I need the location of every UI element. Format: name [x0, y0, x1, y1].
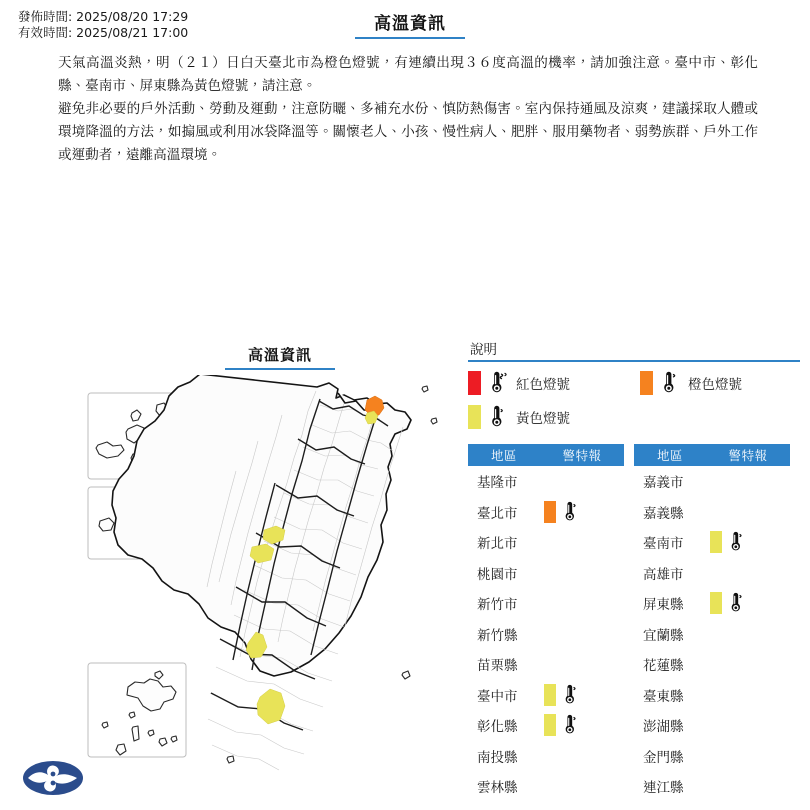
- warning-swatch-yellow: [544, 714, 556, 736]
- warning-cell: [540, 684, 624, 706]
- table-body-right: [634, 466, 790, 802]
- region-name: 新北市: [477, 536, 518, 553]
- table-row[interactable]: [634, 527, 790, 558]
- column-header-warning: 警特報: [562, 448, 602, 463]
- table-row[interactable]: [634, 680, 790, 711]
- region-name: 臺北市: [477, 505, 518, 522]
- advisory-paragraph-2: 避免非必要的戶外活動、勞動及運動，注意防曬、多補充水份、慎防熱傷害。室內保持通風及涼爽，建議採取人體或環境降溫的方法，如搧風或利用冰袋降溫等。關懷老人、小孩、慢性病人、肥胖、服用藥物者、弱勢族群、戶外工作或運動者，遠離高溫環境。: [58, 101, 758, 163]
- table-row[interactable]: [634, 497, 790, 528]
- warning-cell: [540, 501, 624, 523]
- table-row[interactable]: [468, 771, 624, 802]
- warning-cell: [706, 531, 790, 553]
- table-row[interactable]: [468, 649, 624, 680]
- legend-item-orange: [640, 370, 800, 396]
- map-panel: [20, 335, 460, 805]
- advisory-paragraph-1: 天氣高溫炎熱，明（２１）日白天臺北市為橙色燈號，有連續出現３６度高溫的機率，請加強注意。臺中市、彰化縣、臺南市、屏東縣為黃色燈號，請注意。: [58, 55, 758, 94]
- warning-tables: [468, 444, 800, 802]
- table-header-left: [468, 444, 624, 466]
- region-name: 嘉義市: [643, 475, 684, 492]
- legend-label-red: 紅色燈號: [516, 377, 570, 393]
- region-name: 嘉義縣: [643, 505, 684, 522]
- legend-swatch-red: [468, 371, 481, 395]
- region-name: 澎湖縣: [643, 719, 684, 736]
- warning-swatch-orange: [544, 501, 556, 523]
- table-row[interactable]: [468, 558, 624, 589]
- info-panel: [468, 338, 800, 802]
- column-header-region: 地區: [490, 448, 517, 463]
- page-title: 高溫資訊: [355, 9, 465, 39]
- table-row[interactable]: [468, 619, 624, 650]
- table-row[interactable]: [634, 619, 790, 650]
- warning-table-left: [468, 444, 624, 802]
- map-highlight-pingtung: [257, 689, 285, 724]
- warning-table-right: [634, 444, 790, 802]
- thermometer-icon: [486, 405, 508, 429]
- cwa-logo: [22, 756, 84, 800]
- table-row[interactable]: [468, 527, 624, 558]
- legend-swatch-yellow: [468, 405, 481, 429]
- table-row[interactable]: [634, 771, 790, 802]
- region-name: 基隆市: [477, 475, 518, 492]
- table-row[interactable]: [634, 588, 790, 619]
- table-row[interactable]: [468, 741, 624, 772]
- table-header-right: [634, 444, 790, 466]
- warning-swatch-yellow: [710, 531, 722, 553]
- thermometer-icon: [560, 501, 580, 523]
- table-row[interactable]: [634, 710, 790, 741]
- column-header-region: 地區: [656, 448, 683, 463]
- valid-time-line: 有效時間: 2025/08/21 17:00: [18, 25, 189, 40]
- inset-penghu: [88, 663, 186, 757]
- legend-label-orange: 橙色燈號: [688, 377, 742, 393]
- legend-spacer: [640, 404, 800, 430]
- table-row[interactable]: [468, 466, 624, 497]
- thermometer-icon: [726, 592, 746, 614]
- warning-swatch-yellow: [710, 592, 722, 614]
- region-name: 苗栗縣: [477, 658, 518, 675]
- legend-label-yellow: 黃色燈號: [516, 411, 570, 427]
- table-row[interactable]: [468, 680, 624, 711]
- table-row[interactable]: [634, 466, 790, 497]
- region-name: 高雄市: [643, 566, 684, 583]
- legend-item-yellow: [468, 404, 640, 430]
- legend-heading: 說明: [470, 342, 497, 358]
- legend-swatch-orange: [640, 371, 653, 395]
- region-name: 宜蘭縣: [643, 627, 684, 644]
- region-name: 雲林縣: [477, 780, 518, 797]
- legend-grid: [468, 370, 800, 430]
- region-name: 新竹縣: [477, 627, 518, 644]
- map-title: 高溫資訊: [225, 344, 335, 370]
- warning-swatch-yellow: [544, 684, 556, 706]
- region-name: 臺東縣: [643, 688, 684, 705]
- thermometer-icon: [658, 371, 680, 395]
- table-row[interactable]: [468, 588, 624, 619]
- issue-time-line: 發佈時間: 2025/08/20 17:29: [18, 9, 189, 24]
- table-row[interactable]: [634, 649, 790, 680]
- thermometer-icon: [560, 714, 580, 736]
- region-name: 臺中市: [477, 688, 518, 705]
- legend-divider: [468, 360, 800, 362]
- page-header: [0, 0, 810, 46]
- region-name: 彰化縣: [477, 719, 518, 736]
- table-row[interactable]: [468, 497, 624, 528]
- table-row[interactable]: [468, 710, 624, 741]
- legend-item-red: [468, 370, 640, 396]
- thermometer-icon: [726, 531, 746, 553]
- thermometer-icon: [560, 684, 580, 706]
- region-name: 花蓮縣: [643, 658, 684, 675]
- region-name: 新竹市: [477, 597, 518, 614]
- region-name: 桃園市: [477, 566, 518, 583]
- advisory-text: [58, 52, 758, 167]
- table-body-left: [468, 466, 624, 802]
- issue-times: [18, 9, 188, 41]
- region-name: 屏東縣: [643, 597, 684, 614]
- thermometer-icon: [486, 371, 508, 395]
- taiwan-warning-map: [20, 375, 460, 805]
- table-row[interactable]: [634, 741, 790, 772]
- column-header-warning: 警特報: [728, 448, 768, 463]
- table-row[interactable]: [634, 558, 790, 589]
- region-name: 臺南市: [643, 536, 684, 553]
- warning-cell: [540, 714, 624, 736]
- warning-cell: [706, 592, 790, 614]
- region-name: 連江縣: [643, 780, 684, 797]
- region-name: 南投縣: [477, 749, 518, 766]
- region-name: 金門縣: [643, 749, 684, 766]
